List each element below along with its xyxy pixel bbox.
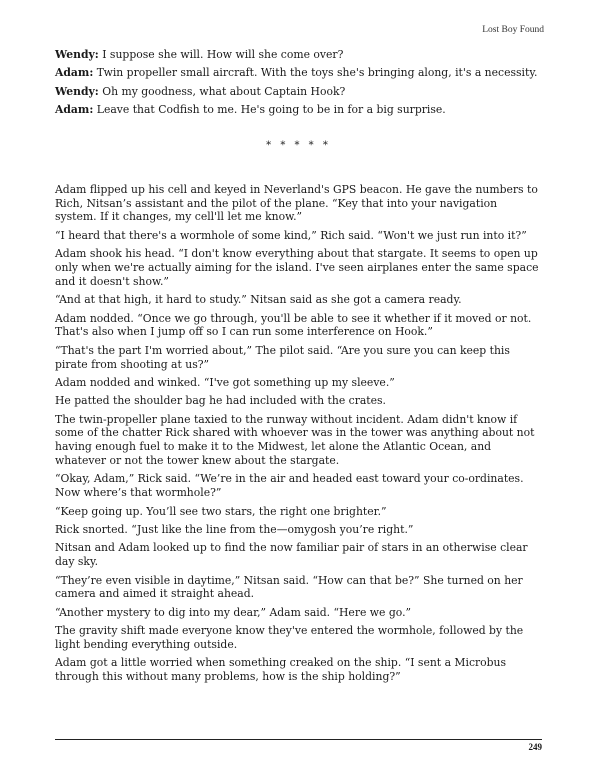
paragraph: “That's the part I'm worried about,” The pilot said. “Are you sure you can keep this pirate from shooting at us?” — [55, 343, 510, 371]
paragraph: “I heard that there's a wormhole of some kind,” Rich said. “Won't we just run into it?” — [55, 228, 527, 242]
paragraph: The twin-propeller plane taxied to the runway without incident. Adam didn't know if some of the chatter Rick shared with whoever was in the tower was anything about not having enough fuel to make it to the Midwest, let alone the Atlantic Ocean, and whatever or not the tower knew about the stargate. — [55, 412, 535, 468]
speaker-name: Wendy: — [55, 84, 99, 98]
paragraph: “Keep going up. You’ll see two stars, the right one brighter.” — [55, 504, 387, 518]
page-body — [55, 48, 542, 689]
dialogue-text: Oh my goodness, what about Captain Hook? — [98, 84, 346, 98]
dialogue-text: Leave that Codfish to me. He's going to be in for a big surprise. — [93, 103, 446, 117]
speaker-name: Adam: — [55, 103, 94, 117]
dialogue-line — [55, 85, 542, 99]
paragraph: “Okay, Adam,” Rick said. “We’re in the air and headed east toward your co-ordinates. Now where’s that wormhole?” — [55, 472, 524, 500]
paragraph: He patted the shoulder bag he had included with the crates. — [55, 394, 386, 408]
speaker-name: Adam: — [55, 66, 94, 80]
speaker-name: Wendy: — [55, 48, 99, 61]
paragraph: Adam got a little worried when something creaked on the ship. “I sent a Microbus through this without many problems, how is the ship holding?” — [55, 656, 507, 684]
running-title: Lost Boy Found — [482, 25, 544, 35]
paragraph: The gravity shift made everyone know they've entered the wormhole, followed by the light bending everything outside. — [55, 624, 524, 651]
scene-separator: * * * * * — [266, 139, 331, 151]
footer-rule — [55, 739, 542, 740]
dialogue-line — [55, 48, 542, 62]
paragraph: Rick snorted. “Just like the line from the—omygosh you’re right.” — [55, 523, 414, 537]
dialogue-text: I suppose she will. How will she come over? — [98, 48, 344, 61]
paragraph: Nitsan and Adam looked up to find the now familiar pair of stars in an otherwise clear day sky. — [55, 541, 528, 569]
paragraph: Adam nodded. “Once we go through, you'll be able to see it whether if it moved or not. That's also when I jump off so I can run some interference on Hook.” — [55, 311, 532, 339]
dialogue-text: Twin propeller small aircraft. With the toys she's bringing along, it's a necessity. — [93, 66, 538, 80]
paragraph: Adam shook his head. “I don't know everything about that stargate. It seems to open up only when we're actually aiming for the island. I've seen airplanes enter the same space and it doesn't show.” — [55, 247, 539, 288]
paragraph: “And at that high, it hard to study.” Nitsan said as she got a camera ready. — [55, 293, 462, 307]
dialogue-line — [55, 103, 542, 117]
paragraph: “Another mystery to dig into my dear,” Adam said. “Here we go.” — [55, 605, 412, 619]
paragraph: Adam flipped up his cell and keyed in Neverland's GPS beacon. He gave the numbers to Rich, Nitsan’s assistant and the pilot of the plane. “Key that into your navigation system. If it changes, my cell'll let me know.” — [55, 182, 538, 224]
paragraph: Adam nodded and winked. “I've got something up my sleeve.” — [55, 375, 395, 389]
paragraph: “They’re even visible in daytime,” Nitsan said. “How can that be?” She turned on her camera and aimed it straight ahead. — [55, 573, 523, 601]
page-number: 249 — [528, 742, 542, 752]
dialogue-line — [55, 66, 542, 80]
